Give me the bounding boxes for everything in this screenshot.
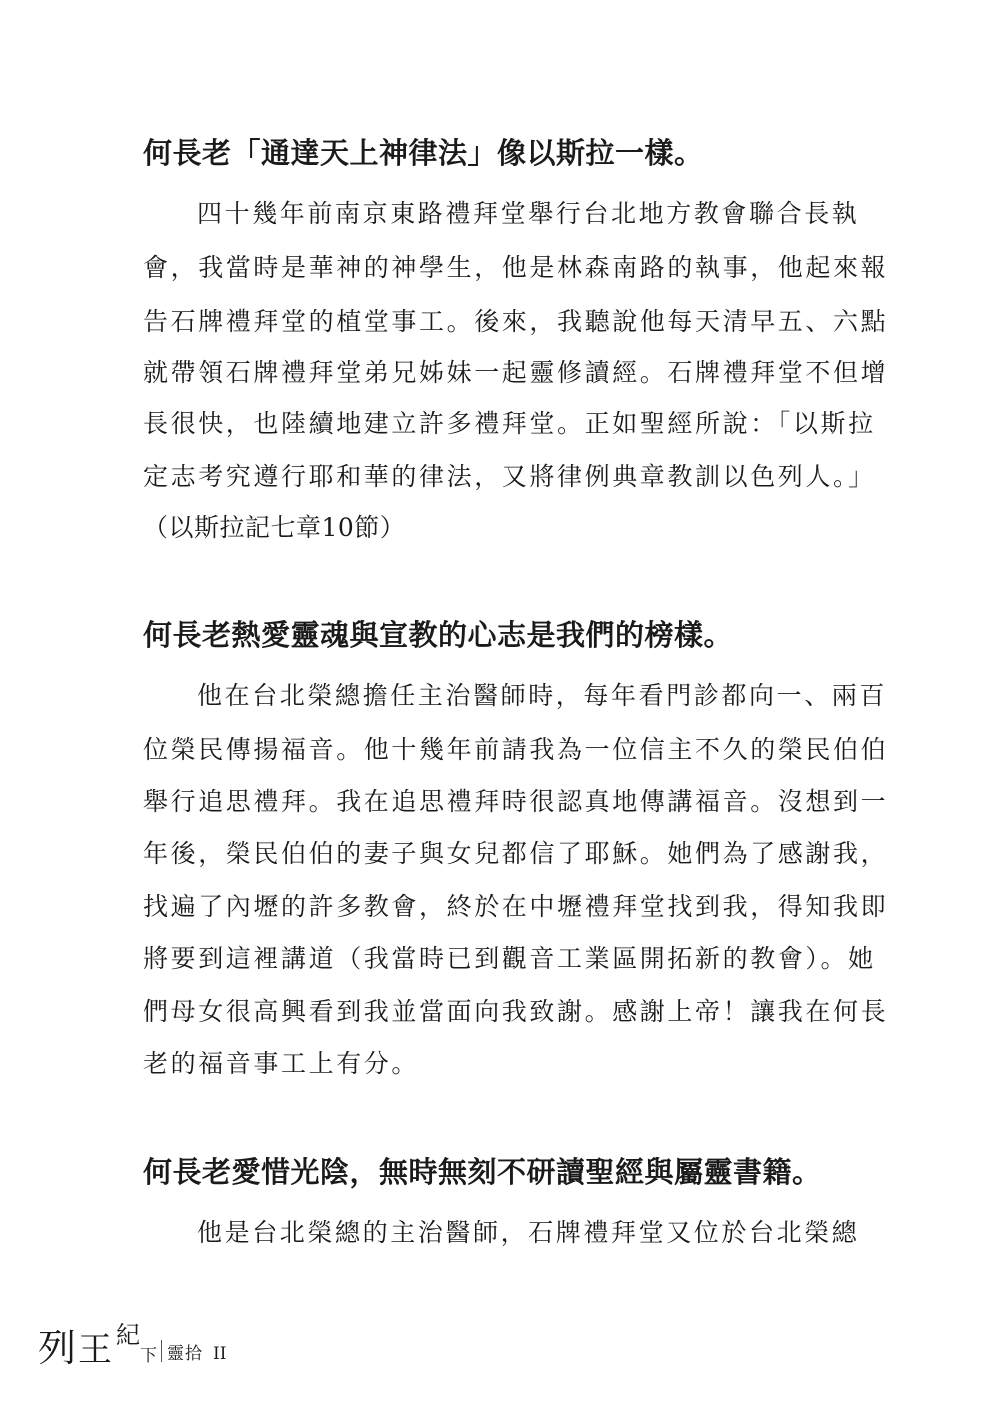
- book-title-char: 王: [78, 1330, 113, 1370]
- paragraph-line: 們母女很高興看到我並當面向我致謝。感謝上帝！讓我在何長: [143, 997, 889, 1026]
- paragraph-line: 位榮民傳揚福音。他十幾年前請我為一位信主不久的榮民伯伯: [143, 735, 889, 764]
- paragraph-line: 年後，榮民伯伯的妻子與女兒都信了耶穌。她們為了感謝我，: [143, 839, 889, 868]
- book-title-char: 紀: [116, 1321, 141, 1349]
- page-footer: [38, 1318, 226, 1368]
- paragraph-line: 將要到這裡講道（我當時已到觀音工業區開拓新的教會）。她: [143, 944, 876, 973]
- paragraph-line: 他在台北榮總擔任主治醫師時，每年看門診都向一、兩百: [197, 681, 888, 710]
- paragraph-line: 四十幾年前南京東路禮拜堂舉行台北地方教會聯合長執: [197, 199, 860, 228]
- book-title-char: 列: [38, 1326, 77, 1370]
- paragraph-line: 長很快，也陸續地建立許多禮拜堂。正如聖經所說：「以斯拉: [143, 409, 876, 438]
- paragraph-line: 找遍了內壢的許多教會，終於在中壢禮拜堂找到我，得知我即: [143, 892, 889, 921]
- section-heading-3: 何長老愛惜光陰，無時無刻不研讀聖經與屬靈書籍。: [143, 1155, 822, 1189]
- section-heading-2: 何長老熱愛靈魂與宣教的心志是我們的榜樣。: [143, 618, 734, 652]
- paragraph-line: 舉行追思禮拜。我在追思禮拜時很認真地傳講福音。沒想到一: [143, 787, 889, 816]
- paragraph-line: 告石牌禮拜堂的植堂事工。後來，我聽說他每天清早五、六點: [143, 307, 889, 336]
- page-number: II: [213, 1344, 227, 1364]
- paragraph-line: 定志考究遵行耶和華的律法，又將律例典章教訓以色列人。」: [143, 462, 876, 491]
- scripture-reference: （以斯拉記七章10節）: [143, 513, 406, 542]
- book-title-char: 下: [140, 1346, 158, 1366]
- chapter-label: 靈拾: [167, 1344, 204, 1364]
- paragraph-line: 就帶領石牌禮拜堂弟兄姊妹一起靈修讀經。石牌禮拜堂不但增: [143, 358, 889, 387]
- footer-divider: [161, 1340, 162, 1362]
- paragraph-line: 老的福音事工上有分。: [143, 1049, 420, 1078]
- paragraph-line: 會，我當時是華神的神學生，他是林森南路的執事，他起來報: [143, 253, 889, 282]
- paragraph-line: 他是台北榮總的主治醫師，石牌禮拜堂又位於台北榮總: [197, 1218, 860, 1247]
- section-heading-1: 何長老「通達天上神律法」像以斯拉一樣。: [143, 136, 704, 170]
